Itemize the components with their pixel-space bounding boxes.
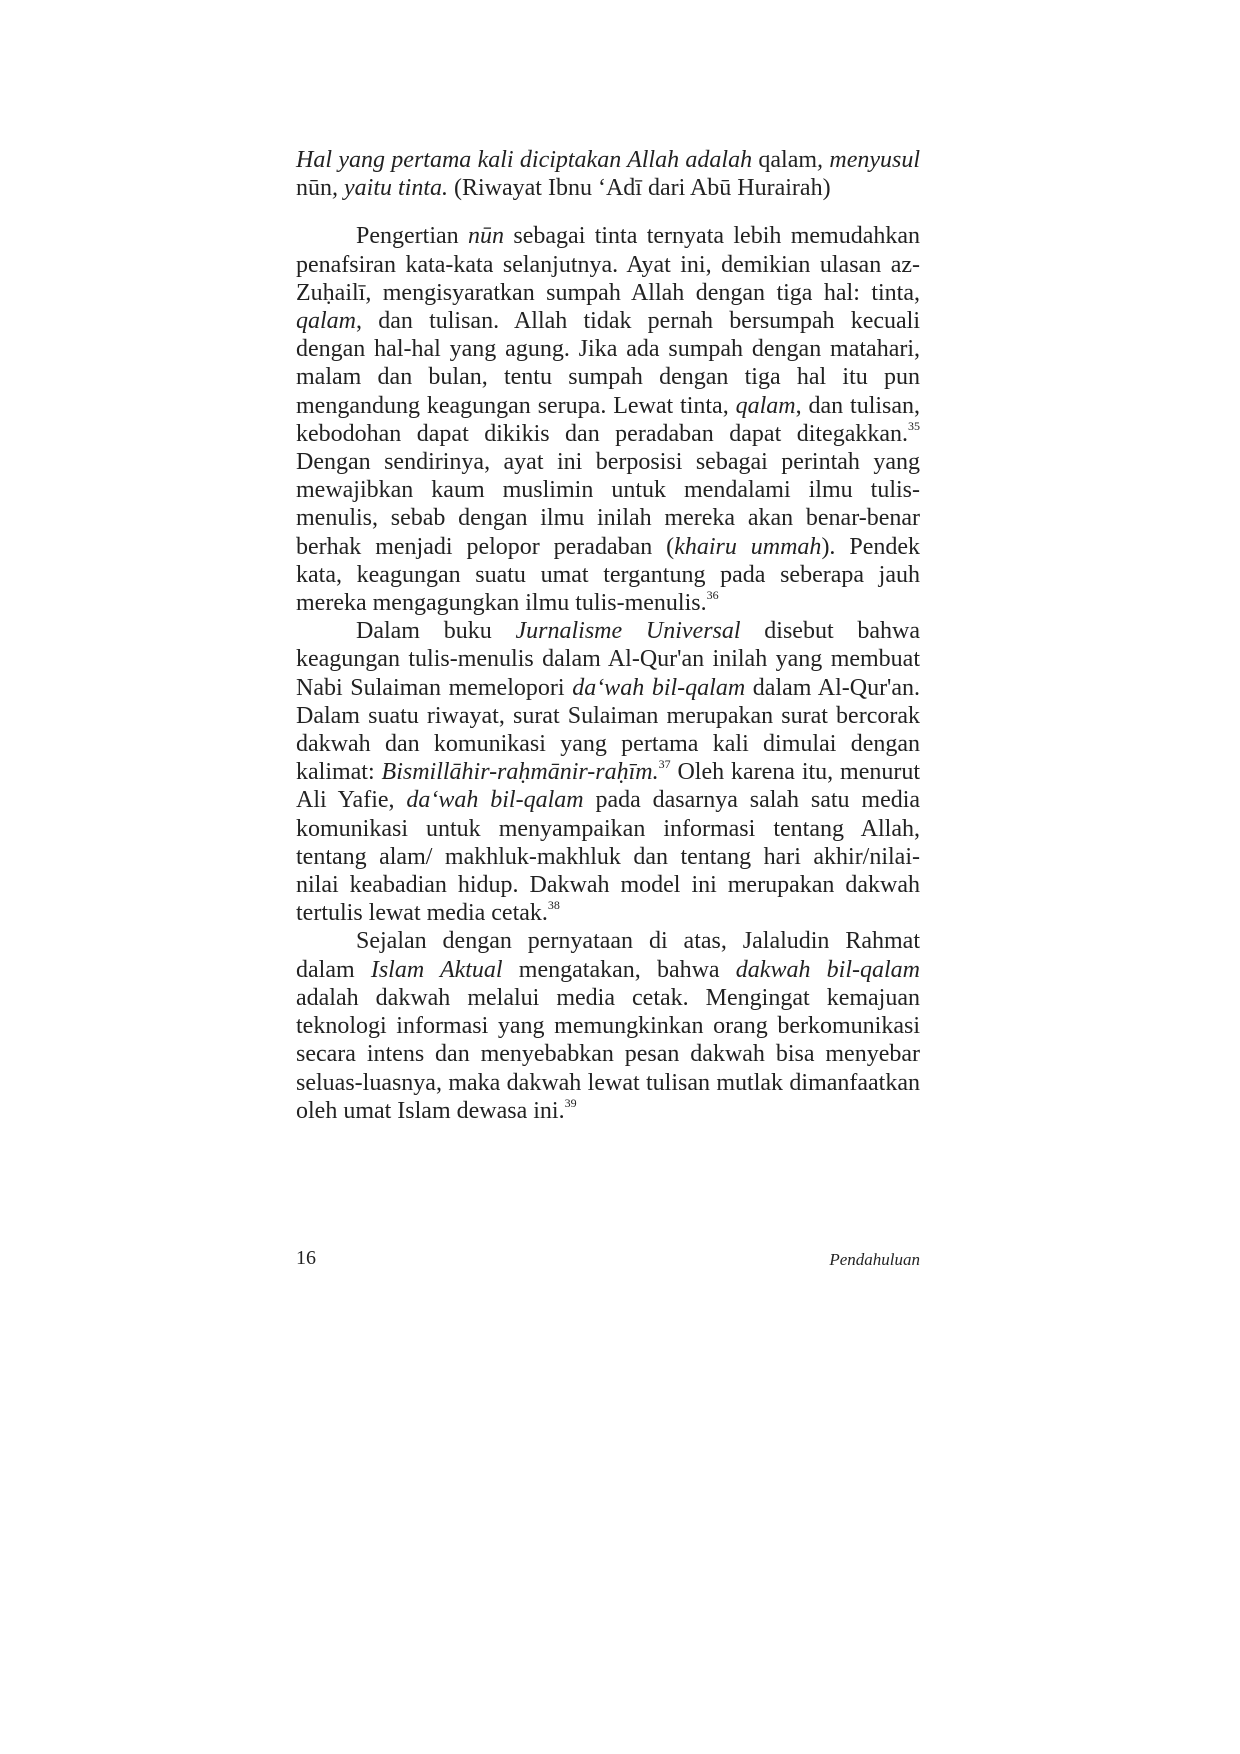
quote-text: yaitu tinta. <box>344 175 448 202</box>
hadith-quote <box>296 146 920 202</box>
quote-term: nūn <box>296 175 332 202</box>
quote-term: qalam <box>758 147 818 173</box>
paragraph-3: Sejalan dengan pernyataan di atas, Jalaludin Rahmat dalam Islam Aktual mengatakan, bahwa dakwah bil-qalam adalah dakwah melalui media cetak. Mengingat kemajuan teknologi informasi yang memungkinkan orang berkomunikasi secara intens dan menyebabkan pesan dakwah bisa menyebar seluas-luasnya, maka dakwah lewat tulisan mutlak dimanfaatkan oleh umat Islam dewasa ini.$^{39}$ <box>296 928 920 1124</box>
paragraph-1: Pengertian nūn sebagai tinta ternyata lebih memudahkan penafsiran kata-kata selanjutnya. Ayat ini, demikian ulasan az-Zuḥailī, mengisyaratkan sumpah Allah dengan tiga hal: tinta, qalam, dan tulisan. Allah tidak pernah bersumpah kecuali dengan hal-hal yang agung. Jika ada sumpah dengan matahari, malam dan bulan, tentu sumpah dengan tiga hal itu pun mengandung keagungan serupa. Lewat tinta, qalam, dan tulisan, kebodohan dapat dikikis dan peradaban dapat ditegakkan.$^{35}$ Dengan sendirinya, ayat ini berposisi sebagai perintah yang mewajibkan kaum muslimin untuk mendalami ilmu tulis-menulis, sebab dengan ilmu inilah mereka akan benar-benar berhak menjadi pelopor peradaban (khairu ummah). Pendek kata, keagungan suatu umat tergantung pada seberapa jauh mereka mengagungkan ilmu tulis-menulis.$^{36}$ <box>296 223 921 617</box>
footnote-ref: 39 <box>564 1095 577 1110</box>
body-text <box>296 146 920 1125</box>
page-number: 16 <box>296 1247 316 1269</box>
quote-text: Hal yang pertama kali diciptakan Allah adalah <box>296 147 753 173</box>
footnote-ref: 36 <box>706 588 719 603</box>
footnote-ref: 37 <box>658 757 671 772</box>
running-footer-title: Pendahuluan <box>829 1250 920 1269</box>
footnote-ref: 38 <box>547 898 560 913</box>
quote-text: , <box>332 175 338 202</box>
footnote-ref: 35 <box>908 418 920 433</box>
quote-source: (Riwayat Ibnu ‘Adī dari Abū Hurairah) <box>454 175 831 202</box>
quote-text: , menyusul <box>817 147 921 173</box>
paragraph-2: Dalam buku Jurnalisme Universal disebut bahwa keagungan tulis-menulis dalam Al-Qur'an inilah yang membuat Nabi Sulaiman memelopori da‘wah bil-qalam dalam Al-Qur'an. Dalam suatu riwayat, surat Sulaiman merupakan surat bercorak dakwah dan komunikasi yang pertama kali dimulai dengan kalimat: Bismillāhir-raḥmānir-raḥīm.$^{37}$ Oleh karena itu, menurut Ali Yafie, da‘wah bil-qalam pada dasarnya salah satu media komunikasi untuk menyampaikan informasi tentang Allah, tentang alam/ makhluk-makhluk dan tentang hari akhir/nilai-nilai keabadian hidup. Dakwah model ini merupakan dakwah tertulis lewat media cetak.$^{38}$ <box>296 618 921 927</box>
